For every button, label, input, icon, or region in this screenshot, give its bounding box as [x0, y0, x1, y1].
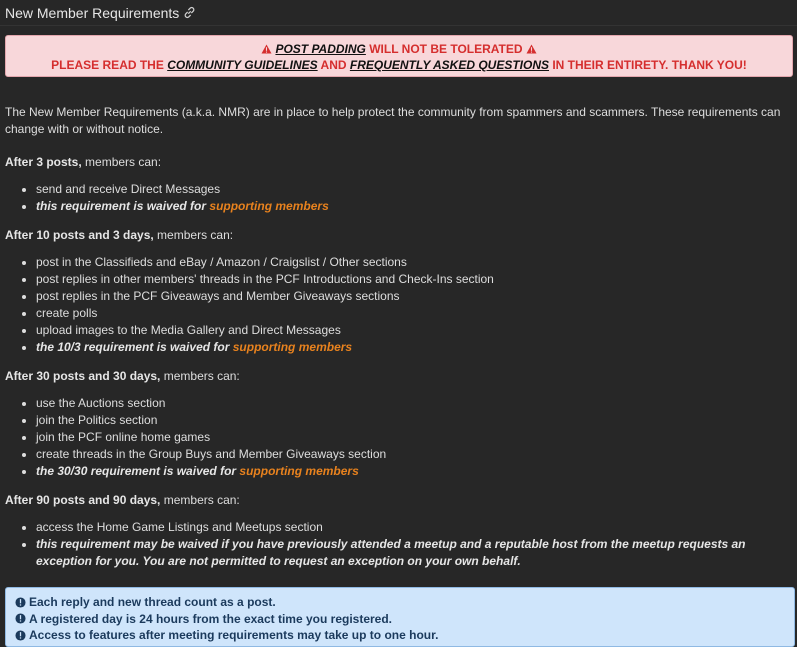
section-heading [5, 492, 791, 509]
intro-text: The New Member Requirements (a.k.a. NMR) are in place to help protect the community from spammers and scammers. These requirements can change with or without notice. [5, 105, 781, 136]
list-item: • send and receive Direct Messages [36, 181, 791, 198]
requirement-list [5, 519, 791, 570]
info-circle-icon [15, 613, 26, 624]
warning-icon [261, 44, 272, 54]
section-heading-bold: After 10 posts and 3 days, [5, 228, 154, 242]
supporting-members-link[interactable]: supporting members [209, 199, 329, 213]
requirement-list [5, 254, 791, 356]
info-row [15, 627, 794, 644]
section-heading-rest: members can: [160, 369, 240, 383]
section-heading-rest: members can: [153, 228, 234, 242]
waiver-text: the 30/30 requirement is waived for [36, 464, 240, 478]
alert-line-1-text: WILL NOT BE TOLERATED [365, 42, 526, 56]
faq-link[interactable]: FREQUENTLY ASKED QUESTIONS [349, 58, 550, 72]
section-heading-bold: After 30 posts and 30 days, [5, 369, 161, 383]
list-item: • post replies in the PCF Giveaways and Member Giveaways sections [36, 288, 791, 305]
info-row [15, 594, 794, 611]
waiver-item [36, 198, 791, 215]
requirements-content [5, 104, 791, 582]
info-notice [5, 587, 795, 647]
waiver-text: this requirement is waived for [36, 199, 210, 213]
info-circle-icon [15, 630, 26, 641]
post-padding-alert [5, 35, 793, 77]
section-heading-bold: After 3 posts, [5, 155, 82, 169]
list-item: • join the PCF online home games [36, 429, 791, 446]
list-item: • post in the Classifieds and eBay / Amazon / Craigslist / Other sections [36, 254, 791, 271]
info-text: A registered day is 24 hours from the exact time you registered. [29, 611, 393, 626]
alert-text-a: PLEASE READ THE [51, 58, 168, 72]
list-item: • create threads in the Group Buys and Member Giveaways section [36, 446, 791, 463]
info-circle-icon [15, 597, 26, 608]
requirement-list [5, 181, 791, 215]
list-item: • upload images to the Media Gallery and Direct Messages [36, 322, 791, 339]
info-text: Each reply and new thread count as a post. [29, 595, 276, 609]
waiver-text: this requirement may be waived if you have previously attended a meetup and a reputable host from the meetup requests an exception for you. You are not permitted to request an exception on your own behalf. [36, 537, 746, 568]
info-text: Access to features after meeting requirements may take up to one hour. [29, 628, 439, 642]
page-title: New Member Requirements [5, 4, 180, 21]
list-item: • create polls [36, 305, 791, 322]
community-guidelines-link[interactable]: COMMUNITY GUIDELINES [167, 58, 318, 72]
alert-text-b: AND [317, 58, 350, 72]
alert-text-c: IN THEIR ENTIRETY. THANK YOU! [549, 58, 747, 72]
waiver-item [36, 339, 791, 356]
requirement-list [5, 395, 791, 480]
supporting-members-link[interactable]: supporting members [232, 340, 353, 354]
alert-line-1 [6, 41, 792, 57]
link-icon[interactable] [183, 6, 196, 19]
alert-line-2 [6, 57, 792, 73]
waiver-text: the 10/3 requirement is waived for [36, 340, 233, 354]
supporting-members-link[interactable]: supporting members [239, 464, 359, 478]
section-heading-bold: After 90 posts and 90 days, [5, 493, 161, 507]
warning-icon [526, 44, 537, 54]
list-item: • join the Politics section [36, 412, 791, 429]
info-row [15, 611, 794, 628]
section-heading [5, 368, 791, 385]
post-padding-link[interactable]: POST PADDING [275, 42, 366, 56]
page-header [0, 0, 797, 26]
section-heading [5, 154, 791, 171]
waiver-item [36, 536, 791, 570]
list-item: • post replies in other members' threads in the PCF Introductions and Check-Ins section [36, 271, 791, 288]
section-heading-rest: members can: [81, 155, 162, 169]
section-heading [5, 227, 791, 244]
list-item: • access the Home Game Listings and Meetups section [36, 519, 791, 536]
list-item: • use the Auctions section [36, 395, 791, 412]
section-heading-rest: members can: [160, 493, 240, 507]
waiver-item [36, 463, 791, 480]
